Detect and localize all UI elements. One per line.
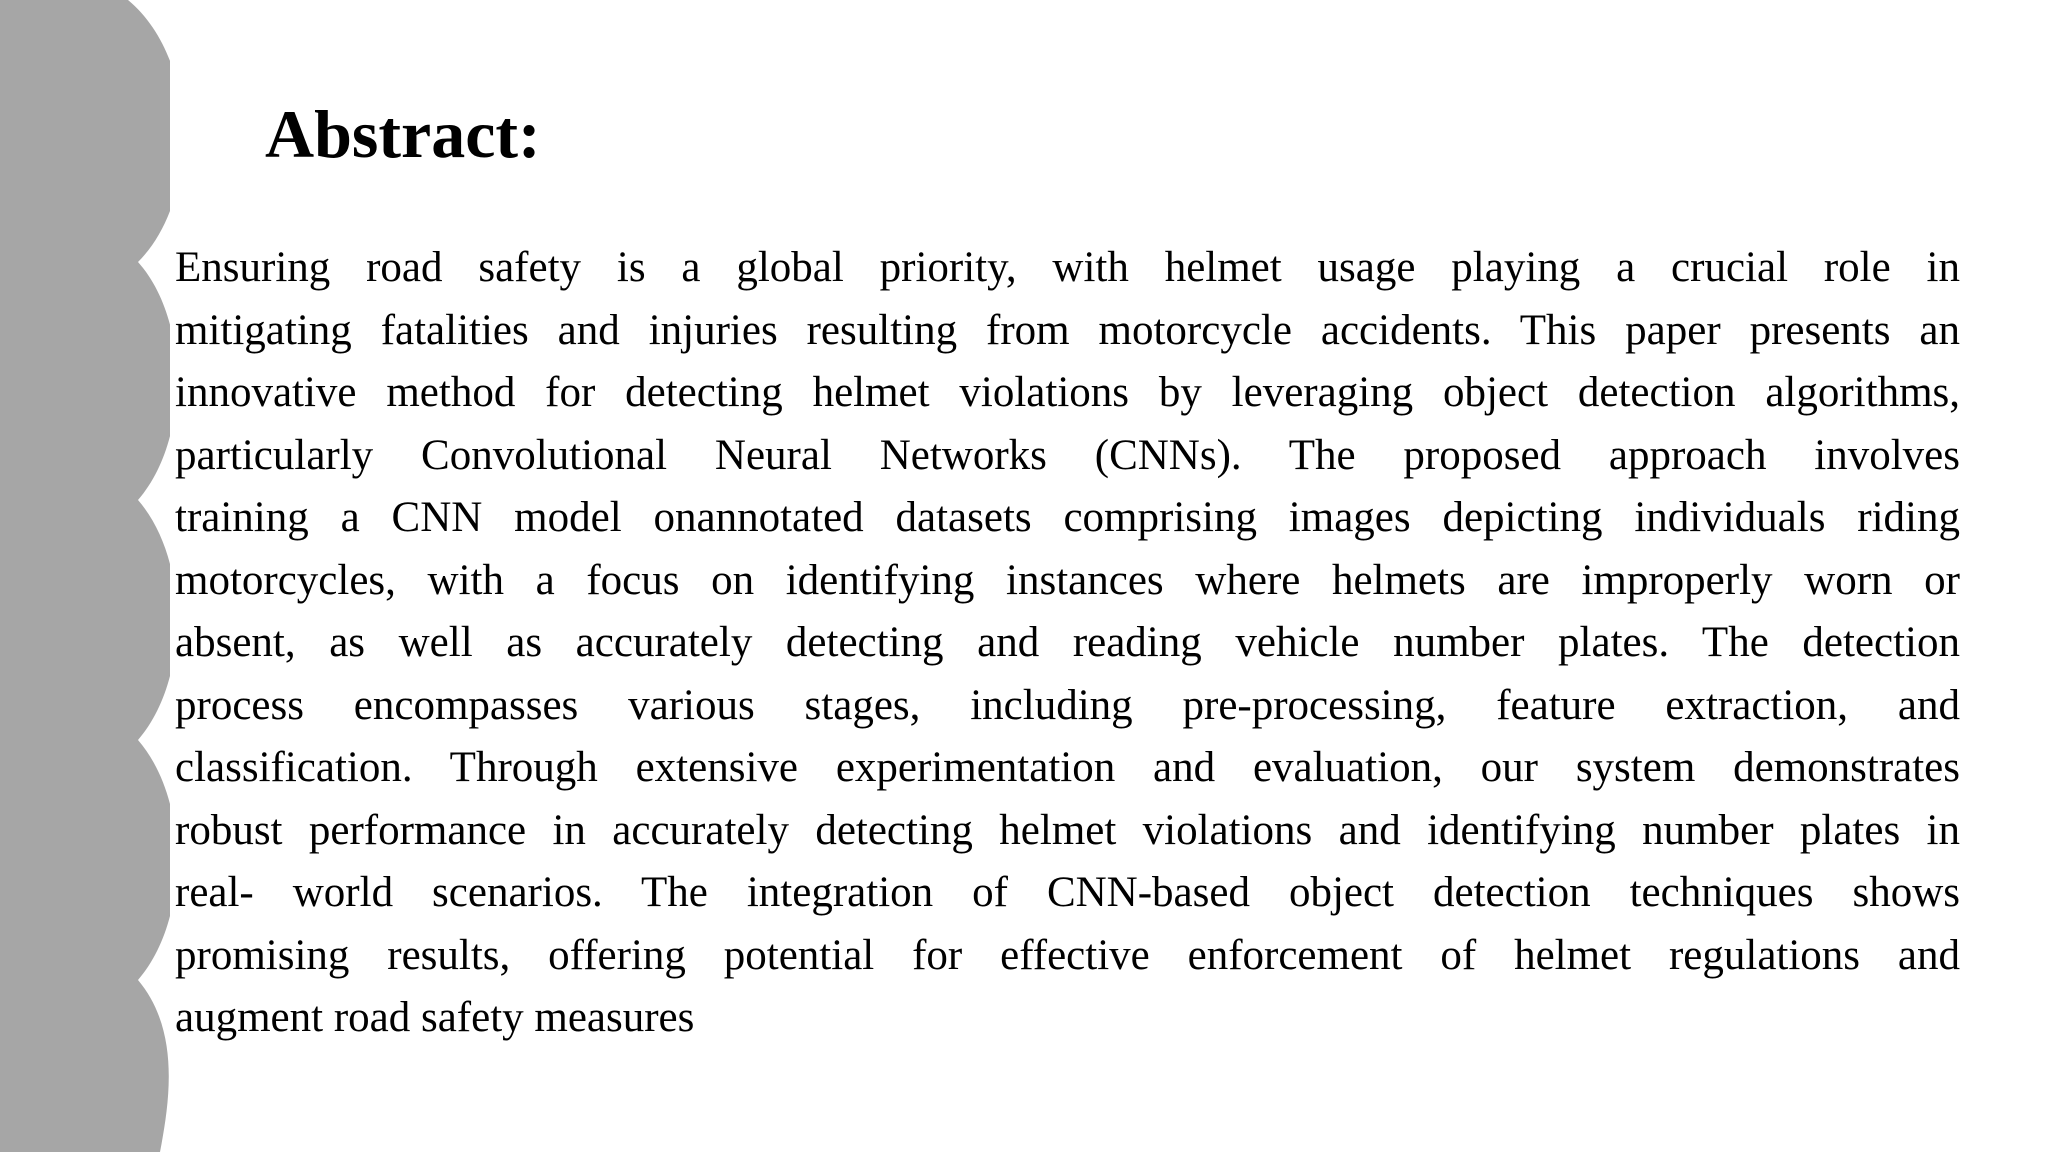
- decorative-wave-band: [0, 0, 170, 1152]
- abstract-line: motorcycles, with a focus on identifying instances where helmets are improperly worn or: [175, 556, 1960, 604]
- abstract-line: real- world scenarios. The integration of CNN-based object detection techniques shows: [175, 869, 1960, 916]
- abstract-line: augment road safety measures: [175, 994, 695, 1041]
- abstract-line: process encompasses various stages, including pre-processing, feature extraction, and: [175, 681, 1960, 729]
- abstract-line: particularly Convolutional Neural Networks (CNNs). The proposed approach involves: [175, 431, 1960, 479]
- abstract-paragraph: [175, 237, 1960, 1050]
- abstract-title: Abstract:: [265, 96, 541, 172]
- abstract-line: promising results, offering potential for effective enforcement of helmet regulations and: [175, 931, 1960, 979]
- abstract-line: classification. Through extensive experimentation and evaluation, our system demonstrates: [175, 744, 1960, 791]
- abstract-line: innovative method for detecting helmet violations by leveraging object detection algorithms,: [175, 369, 1960, 416]
- abstract-line: Ensuring road safety is a global priority, with helmet usage playing a crucial role in: [175, 244, 1960, 291]
- abstract-line: absent, as well as accurately detecting and reading vehicle number plates. The detection: [175, 619, 1960, 666]
- abstract-line: robust performance in accurately detecting helmet violations and identifying number plates in: [175, 806, 1960, 854]
- abstract-line: mitigating fatalities and injuries resulting from motorcycle accidents. This paper presents an: [175, 306, 1960, 354]
- abstract-line: training a CNN model onannotated datasets comprising images depicting individuals riding: [175, 494, 1960, 541]
